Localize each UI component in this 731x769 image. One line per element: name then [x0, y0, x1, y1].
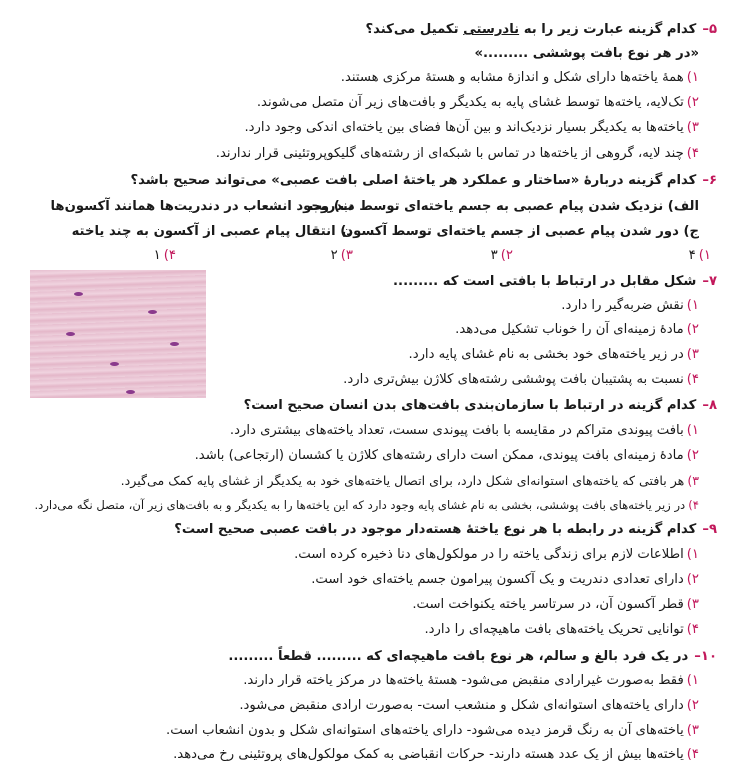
option-label: ۲)	[686, 448, 699, 463]
q8-title	[244, 396, 717, 416]
option-label: ۳)	[686, 347, 699, 362]
option-label: ۲)	[686, 698, 699, 713]
option-text: هر بافتی که یاخته‌های استوانه‌ای شکل دارد، برای اتصال یاخته‌های خود به یکدیگر از غشای پایه کمک می‌گیرد.	[120, 473, 685, 488]
option-label: ۳)	[687, 473, 699, 488]
option-text: دارای یاخته‌های استوانه‌ای شکل و منشعب است- به‌صورت ارادی منقبض می‌شود.	[239, 698, 684, 713]
smooth-muscle-tissue-image	[30, 270, 206, 398]
option-label: ۲)	[686, 95, 699, 110]
option-text: در زیر یاخته‌های بافت پوششی، بخشی به نام غشای پایه وجود دارد که این یاخته‌ها را به یکدیگر و به بافت‌های زیر آن، متصل نگه می‌دارد.	[34, 498, 686, 512]
option-text: بافت پیوندی متراکم در مقایسه با بافت پیوندی سست، تعداد یاخته‌های بیشتری دارد.	[229, 423, 684, 438]
q6-option-3[interactable]	[331, 246, 353, 266]
q5-option-2[interactable]	[257, 93, 699, 113]
q5-title	[366, 20, 717, 40]
q8-option-2[interactable]	[195, 446, 699, 466]
q7-option-1[interactable]	[561, 296, 699, 316]
option-label: ۴)	[686, 622, 699, 637]
option-label: ۲)	[500, 248, 513, 263]
option-text: همهٔ یاخته‌ها دارای شکل و اندازهٔ مشابه و هستهٔ مرکزی هستند.	[340, 70, 684, 85]
nucleus	[66, 332, 75, 336]
option-text: چند لایه، گروهی از یاخته‌ها در تماس با شبکه‌ای از رشته‌های گلیکوپروتئینی قرار ندارند.	[215, 146, 684, 161]
q9-title	[174, 520, 717, 540]
q8-title-text: کدام گزینه در ارتباط با سازمان‌بندی بافت‌های بدن انسان صحیح است؟	[243, 398, 697, 413]
option-text: یاخته‌های آن به رنگ قرمز دیده می‌شود- دارای یاخته‌های استوانه‌ای شکل و بدون انشعاب است.	[166, 723, 684, 738]
option-label: ۴)	[686, 146, 699, 161]
q7-title-text: شکل مقابل در ارتباط با بافتی است که .........	[393, 274, 697, 289]
option-label: ۳)	[686, 597, 699, 612]
option-label: ۴)	[688, 498, 699, 512]
q7-option-4[interactable]	[343, 370, 699, 390]
q6-title	[130, 171, 717, 191]
option-label: ۱)	[686, 673, 699, 688]
q8-option-3[interactable]	[121, 471, 699, 491]
q8-option-1[interactable]	[230, 421, 699, 441]
nucleus	[170, 342, 179, 346]
q6-title-text: کدام گزینه دربارهٔ «ساختار و عملکرد هر یاختهٔ اصلی بافت عصبی» می‌تواند صحیح باشد؟	[130, 173, 697, 188]
option-label: ۱)	[686, 423, 699, 438]
q9-number: ۹–	[702, 522, 717, 537]
q9-option-1[interactable]	[294, 545, 699, 565]
q9-option-4[interactable]	[424, 620, 699, 640]
q10-option-2[interactable]	[239, 696, 699, 716]
q5-title-pre: کدام گزینه عبارت زیر را به	[519, 22, 697, 37]
option-text: یاخته‌ها به یکدیگر بسیار نزدیک‌اند و بین آن‌ها فضای بین یاخته‌ای اندکی وجود دارد.	[244, 120, 684, 135]
option-text: اطلاعات لازم برای زندگی یاخته را در مولکول‌های دنا ذخیره کرده است.	[294, 547, 684, 562]
q7-option-2[interactable]	[455, 320, 699, 340]
option-text: ۴	[688, 248, 696, 263]
q5-stem: «در هر نوع بافت پوششی .........»	[474, 46, 699, 61]
q8-option-4[interactable]	[34, 495, 699, 515]
option-label: ۳)	[340, 248, 353, 263]
q5-number: ۵–	[702, 22, 717, 37]
option-text: یاخته‌ها بیش از یک عدد هسته دارند- حرکات انقباضی به کمک مولکول‌های پروتئینی رخ می‌دهد.	[173, 747, 684, 762]
q6-statement-be: ب) وجود انشعاب در دندریت‌ها همانند آکسون‌ها	[50, 199, 353, 214]
q6-option-2[interactable]	[491, 246, 513, 266]
q8-number: ۸–	[702, 398, 717, 413]
option-label: ۴)	[686, 372, 699, 387]
option-label: ۱)	[686, 298, 699, 313]
q5-option-4[interactable]	[216, 144, 699, 164]
option-label: ۲)	[686, 322, 699, 337]
option-label: ۴)	[686, 747, 699, 762]
q6-option-4[interactable]	[154, 246, 176, 266]
q6-option-1[interactable]	[689, 246, 711, 266]
nucleus	[126, 390, 135, 394]
option-text: تک‌لایه، یاخته‌ها توسط غشای پایه به یکدیگر و بافت‌های زیر آن متصل می‌شوند.	[256, 95, 684, 110]
option-label: ۱)	[686, 547, 699, 562]
option-text: توانایی تحریک یاخته‌های بافت ماهیچه‌ای را دارد.	[424, 622, 684, 637]
q10-option-3[interactable]	[166, 721, 699, 741]
q7-number: ۷–	[702, 274, 717, 289]
q6-statement-dal: د) انتقال پیام عصبی از آکسون به چند یاخته	[71, 224, 353, 239]
q6-number: ۶–	[702, 173, 717, 188]
nucleus	[110, 362, 119, 366]
q5-option-3[interactable]	[244, 118, 699, 138]
option-text: در زیر یاخته‌های خود بخشی به نام غشای پایه دارد.	[408, 347, 684, 362]
option-label: ۴)	[163, 248, 176, 263]
option-label: ۱)	[686, 70, 699, 85]
q10-number: ۱۰–	[694, 649, 717, 664]
nucleus	[148, 310, 157, 314]
q6-statement-alef: الف) نزدیک شدن پیام عصبی به جسم یاخته‌ای توسط دندریت	[308, 199, 699, 214]
q5-title-post: تکمیل می‌کند؟	[365, 22, 464, 37]
q10-title-text: در یک فرد بالغ و سالم، هر نوع بافت ماهیچه‌ای که ......... قطعاً .........	[228, 649, 689, 664]
option-text: نقش ضربه‌گیر را دارد.	[561, 298, 684, 313]
q7-option-3[interactable]	[409, 345, 700, 365]
option-text: دارای تعدادی دندریت و یک آکسون پیرامون جسم یاخته‌ای خود است.	[311, 572, 684, 587]
option-text: ۲	[330, 248, 338, 263]
q10-option-4[interactable]	[173, 745, 699, 765]
option-text: ۱	[153, 248, 161, 263]
q5-option-1[interactable]	[341, 68, 699, 88]
q5-title-underlined: نادرستی	[463, 22, 520, 37]
option-label: ۱)	[698, 248, 711, 263]
option-label: ۲)	[686, 572, 699, 587]
q7-title	[393, 272, 717, 292]
option-text: نسبت به پشتیبان بافت پوششی رشته‌های کلاژن بیش‌تری دارد.	[343, 372, 684, 387]
q9-option-3[interactable]	[412, 595, 699, 615]
q10-option-1[interactable]	[243, 671, 699, 691]
option-text: قطر آکسون آن، در سرتاسر یاخته یکنواخت است.	[412, 597, 684, 612]
q10-title	[228, 647, 717, 667]
option-text: مادهٔ زمینه‌ای بافت پیوندی، ممکن است دارای رشته‌های کلاژن یا کشسان (ارتجاعی) باشد.	[194, 448, 684, 463]
q9-title-text: کدام گزینه در رابطه با هر نوع یاختهٔ هسته‌دار موجود در بافت عصبی صحیح است؟	[174, 522, 697, 537]
q9-option-2[interactable]	[311, 570, 699, 590]
option-text: فقط به‌صورت غیرارادی منقبض می‌شود- هستهٔ یاخته‌ها در مرکز یاخته قرار دارند.	[243, 673, 684, 688]
option-label: ۳)	[686, 723, 699, 738]
q6-statement-jim: ج) دور شدن پیام عصبی از جسم یاخته‌ای توسط آکسون	[341, 224, 699, 239]
option-label: ۳)	[686, 120, 699, 135]
option-text: ۳	[490, 248, 498, 263]
option-text: مادهٔ زمینه‌ای آن را خوناب تشکیل می‌دهد.	[455, 322, 684, 337]
nucleus	[74, 292, 83, 296]
